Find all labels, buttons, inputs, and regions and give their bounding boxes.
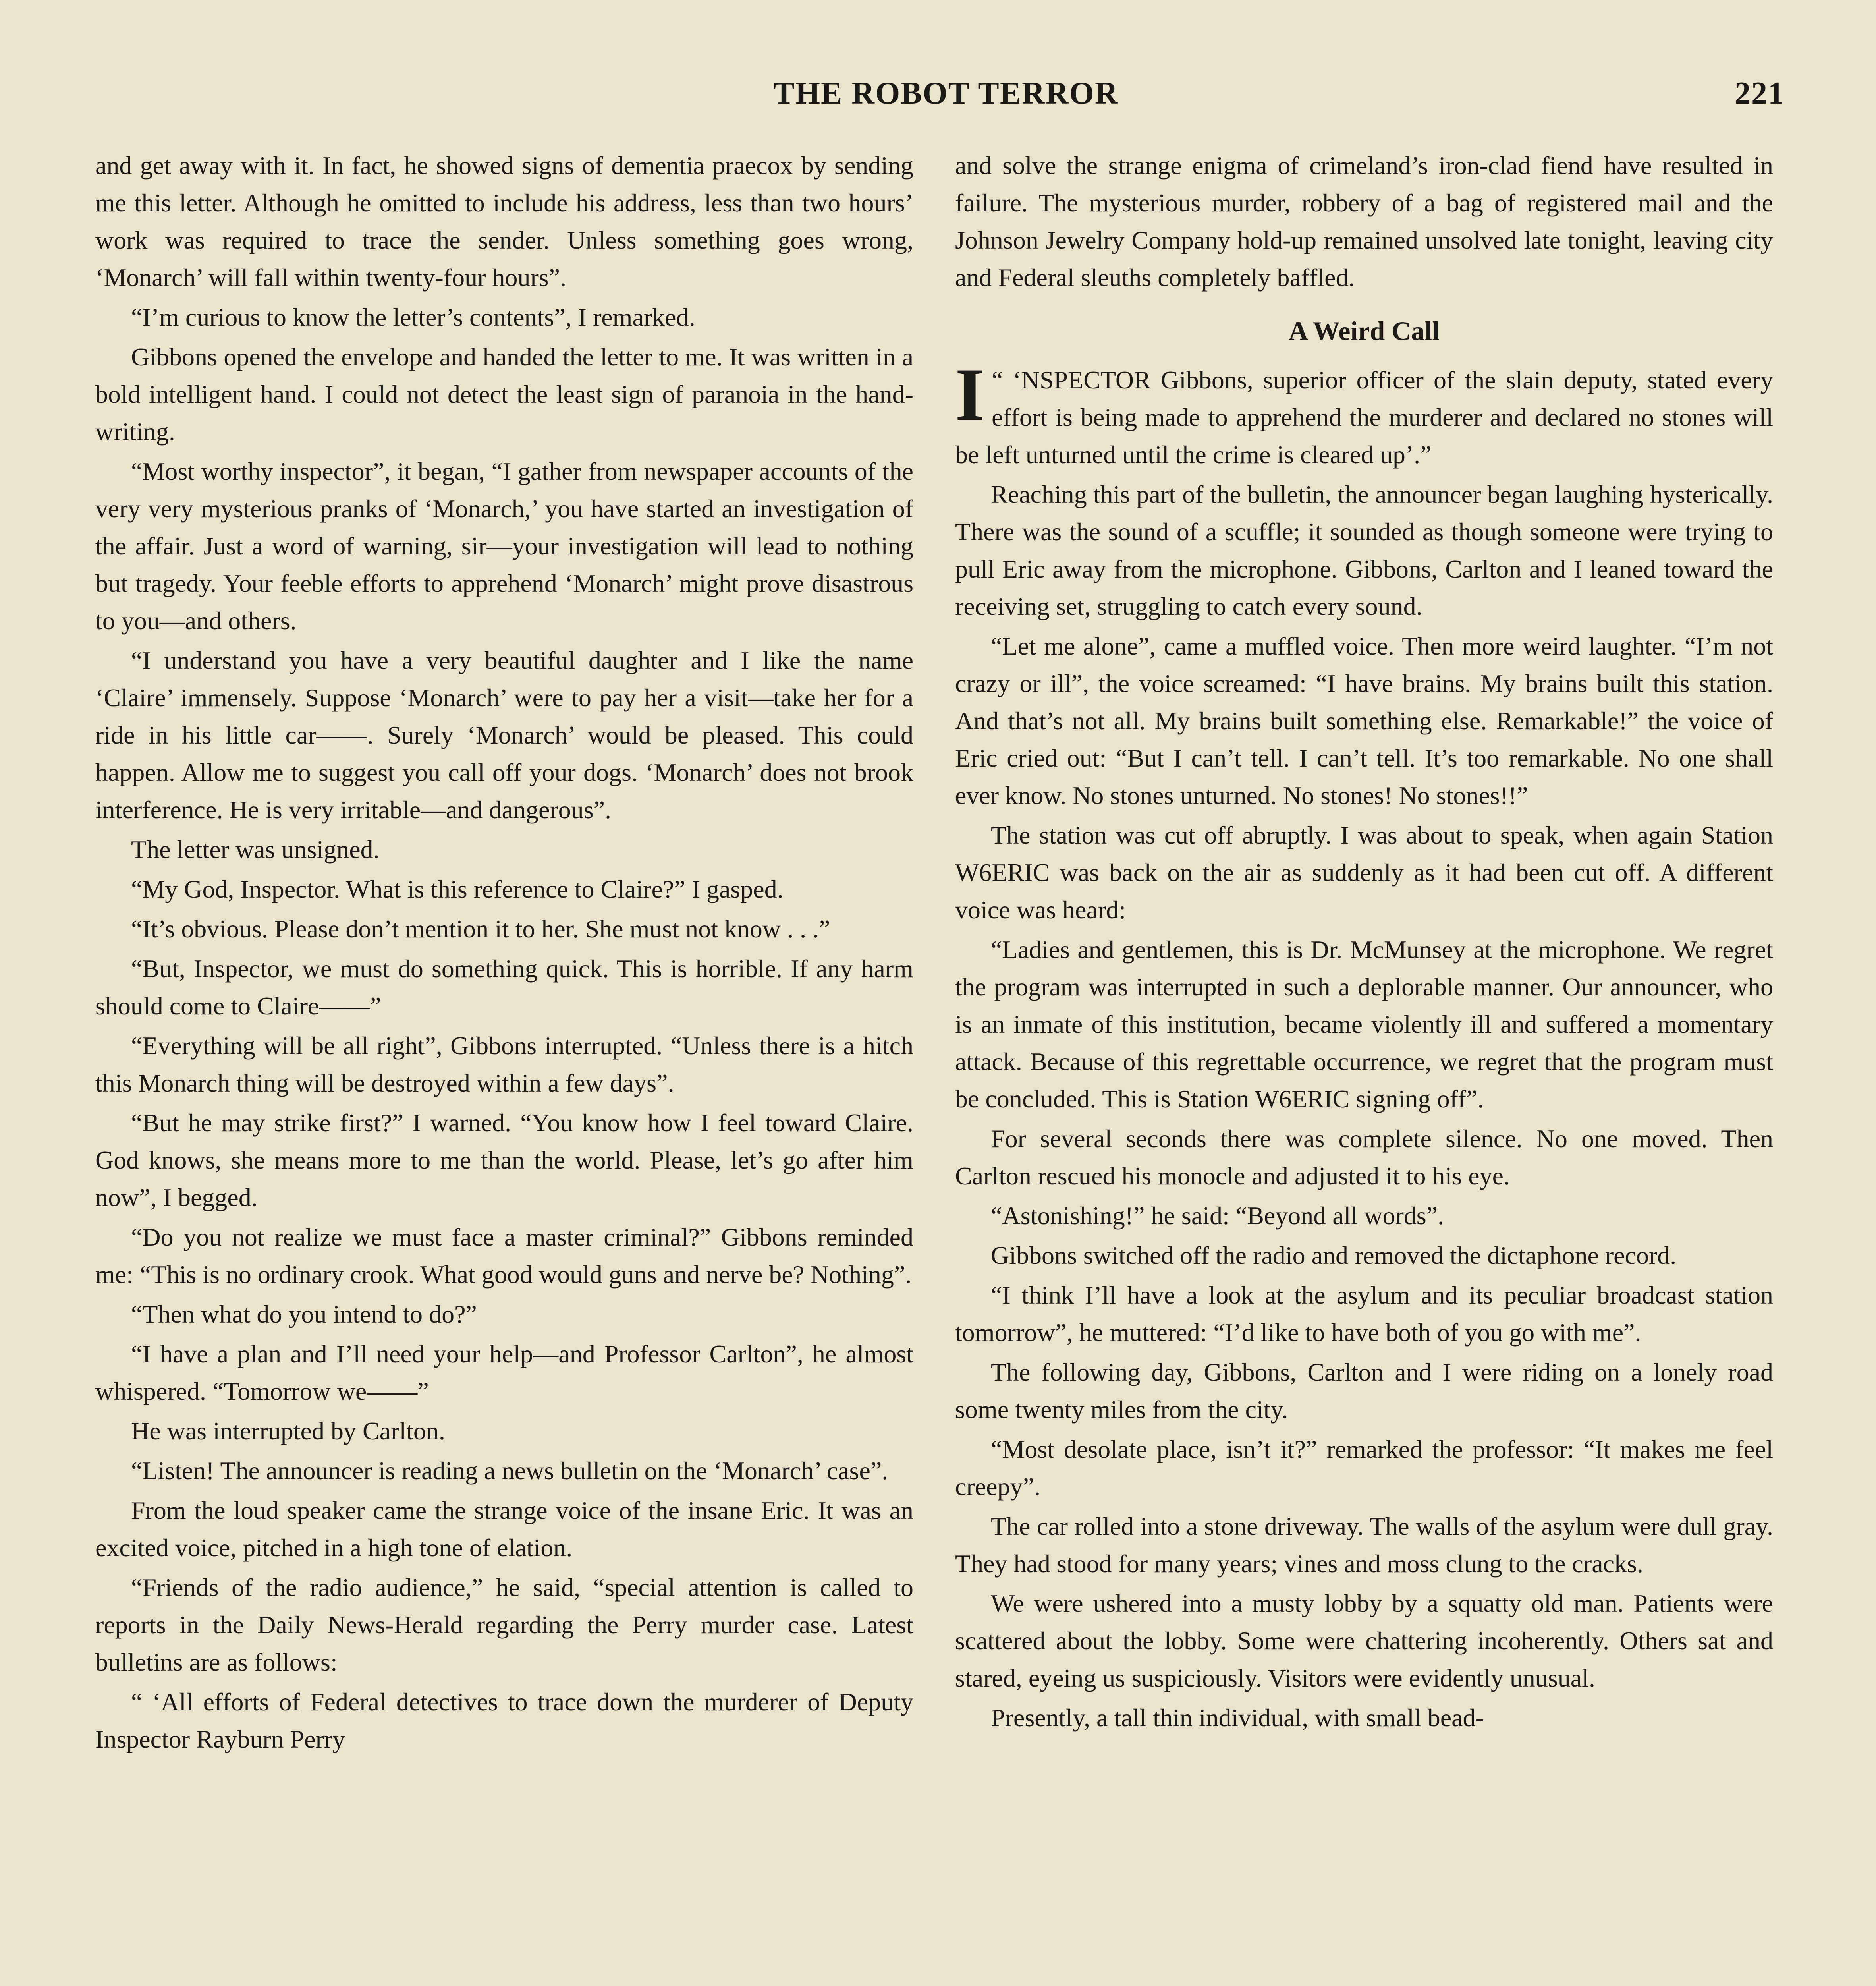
paragraph: and solve the strange enigma of crimeland’s iron-clad fiend have resulted in failure. The mysterious murder, robbery of a bag of registered mail and the Johnson Jewelry Company hold-up remained unsolved late tonight, leaving city and Federal sleuths completely baffled. [955,151,1773,292]
dropcap-paragraph [955,353,1773,473]
paragraph: For several seconds there was complete silence. No one moved. Then Carlton rescued his monocle and adjusted it to his eye. [955,1124,1773,1190]
paragraph: “Friends of the radio audience,” he said, “special attention is called to reports in the Daily News-Herald regarding the Perry murder case. Latest bulletins are as follows: [95,1573,913,1676]
paragraph: “Do you not realize we must face a master criminal?” Gibbons reminded me: “This is no ordinary crook. What good would guns and nerve be? Nothing”. [95,1223,913,1289]
opening-quote: “ ‘ [991,366,1021,394]
page-header [95,68,1797,127]
paragraph: The station was cut off abruptly. I was about to speak, when again Station W6ERIC was back on the air as suddenly as it had been cut off. A different voice was heard: [955,821,1773,924]
paragraph: “Listen! The announcer is reading a news bulletin on the ‘Monarch’ case”. [131,1457,888,1485]
paragraph: “But, Inspector, we must do something quick. This is horrible. If any harm should come to Claire——” [95,954,913,1020]
paragraph: We were ushered into a musty lobby by a squatty old man. Patients were scattered about the lobby. Some were chattering incoherently. Others sat and stared, eyeing us suspiciously. Visitors were evidently unusual. [955,1589,1773,1692]
paragraph: “I have a plan and I’ll need your help—and Professor Carlton”, he almost whispered. “Tomorrow we——” [95,1340,913,1405]
paragraph: “It’s obvious. Please don’t mention it to her. She must not know . . .” [131,915,830,943]
left-column [95,147,913,1986]
paragraph: “Let me alone”, came a muffled voice. Then more weird laughter. “I’m not crazy or ill”, the voice screamed: “I have brains. My brains built this station. And that’s not all. My brains built something else. Remarkable!” the voice of Eric cried out: “But I can’t tell. I can’t tell. It’s too remarkable. No one shall ever know. No stones unturned. No stones! No stones!!” [955,632,1773,809]
paragraph: “But he may strike first?” I warned. “You know how I feel toward Claire. God knows, she means more to me than the world. Please, let’s go after him now”, I begged. [95,1109,913,1211]
right-column [955,147,1773,1986]
paragraph: “Ladies and gentlemen, this is Dr. McMunsey at the microphone. We regret the program was interrupted in such a deplorable manner. Our announcer, who is an inmate of this institution, became violently ill and suffered a momentary attack. Because of this regrettable occurrence, we regret that the program must be concluded. This is Station W6ERIC signing off”. [955,935,1773,1113]
paragraph: “I’m curious to know the letter’s contents”, I remarked. [131,303,695,331]
paragraph: “My God, Inspector. What is this reference to Claire?” I gasped. [131,875,784,903]
section-subheading: A Weird Call [1288,316,1440,346]
paragraph: He was interrupted by Carlton. [131,1417,445,1445]
dropcap-rest: NSPECTOR Gibbons, superior officer of the slain deputy, stated every effort is being made to apprehend the murderer and declared no stones will be left unturned until the crime is cleared up’.” [955,366,1773,469]
drop-cap-letter: I [955,353,984,437]
paragraph: “Everything will be all right”, Gibbons interrupted. “Unless there is a hitch this Monarch thing will be destroyed within a few days”. [95,1032,913,1097]
paragraph: Gibbons switched off the radio and removed the dictaphone record. [991,1241,1677,1269]
paragraph: Presently, a tall thin individual, with small bead- [991,1704,1484,1732]
paragraph: “Then what do you intend to do?” [131,1300,477,1328]
paragraph: From the loud speaker came the strange voice of the insane Eric. It was an excited voice, pitched in a high tone of elation. [95,1496,913,1562]
paragraph: Reaching this part of the bulletin, the announcer began laughing hysterically. There was the sound of a scuffle; it sounded as though someone were trying to pull Eric away from the microphone. Gibbons, Carlton and I leaned toward the receiving set, struggling to catch every sound. [955,480,1773,620]
paragraph: “I understand you have a very beautiful daughter and I like the name ‘Claire’ immensely. Suppose ‘Monarch’ were to pay her a visit—take her for a ride in his little car——. Surely ‘Monarch’ would be pleased. This could happen. Allow me to suggest you call off your dogs. ‘Monarch’ does not brook interference. He is very irritable—and dangerous”. [95,646,913,824]
paragraph: “ ‘All efforts of Federal detectives to trace down the murderer of Deputy Inspector Rayburn Perry [95,1688,913,1753]
paragraph: The letter was unsigned. [131,835,380,864]
paragraph: “Astonishing!” he said: “Beyond all words”. [991,1202,1444,1230]
paragraph: “Most desolate place, isn’t it?” remarked the professor: “It makes me feel creepy”. [955,1435,1773,1501]
paragraph: The car rolled into a stone driveway. The walls of the asylum were dull gray. They had stood for many years; vines and moss clung to the cracks. [955,1512,1773,1578]
page-number: 221 [1735,76,1785,111]
paragraph: “Most worthy inspector”, it began, “I gather from newspaper accounts of the very very mysterious pranks of ‘Monarch,’ you have started an investigation of the affair. Just a word of warning, sir—your investigation will lead to nothing but tragedy. Your feeble efforts to apprehend ‘Monarch’ might prove disastrous to you—and others. [95,457,913,635]
paragraph: and get away with it. In fact, he showed signs of dementia praecox by sending me this letter. Although he omitted to include his address, less than two hours’ work was required to trace the sender. Unless something goes wrong, ‘Monarch’ will fall within twenty-four hours”. [95,151,913,292]
paragraph: “I think I’ll have a look at the asylum and its peculiar broadcast station tomorrow”, he muttered: “I’d like to have both of you go with me”. [955,1281,1773,1347]
paragraph: The following day, Gibbons, Carlton and I were riding on a lonely road some twenty miles from the city. [955,1358,1773,1424]
paragraph: Gibbons opened the envelope and handed the letter to me. It was written in a bold intelligent hand. I could not detect the least sign of paranoia in the hand-writing. [95,343,913,446]
running-title: THE ROBOT TERROR [773,76,1119,111]
